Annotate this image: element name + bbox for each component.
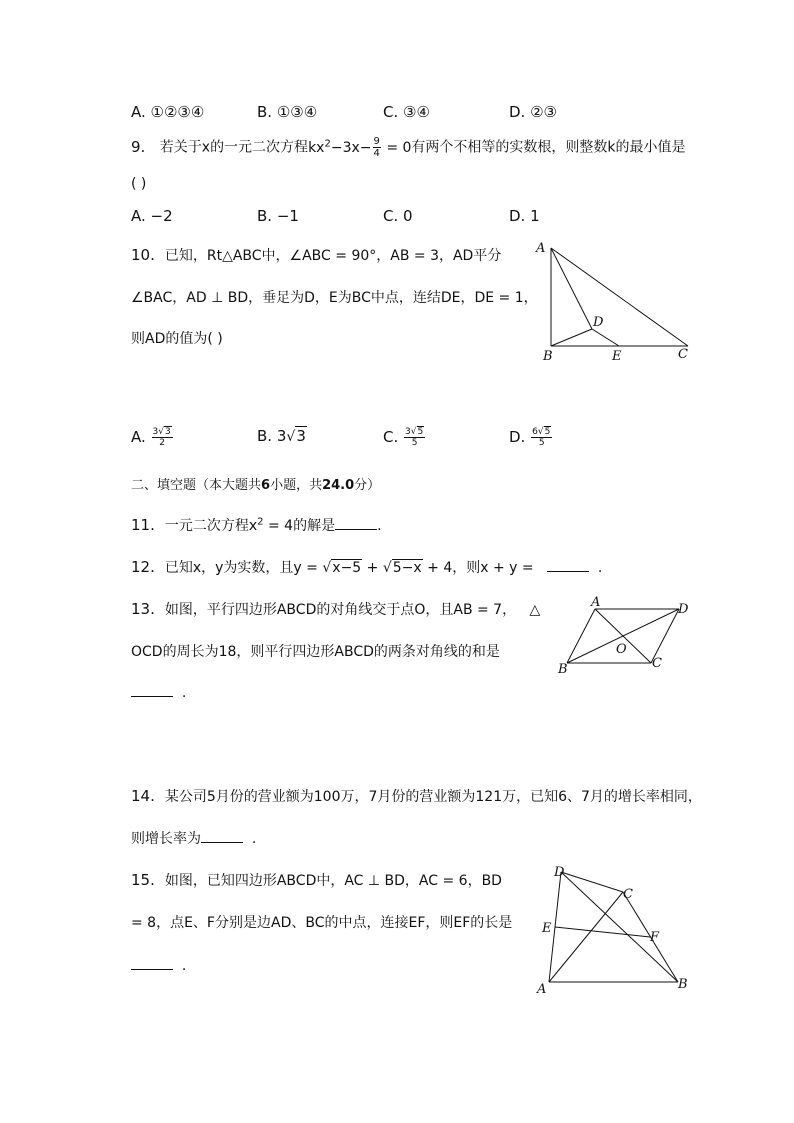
section-text: 小题，共 bbox=[270, 478, 323, 493]
q15-number: 15. bbox=[131, 871, 155, 889]
q11 bbox=[131, 515, 382, 535]
q12-plus: + bbox=[362, 560, 383, 576]
q13-label-d: D bbox=[678, 602, 689, 617]
q15-answer-blank[interactable] bbox=[131, 957, 173, 970]
q10-den: 5 bbox=[411, 438, 418, 448]
q13-line3 bbox=[131, 684, 186, 701]
q11-text: 一元二次方程 bbox=[164, 518, 249, 534]
q13-label-a: A bbox=[591, 595, 601, 610]
q10-text: 已知，Rt△ABC中，∠ABC = 90°，AB = 3，AD平分 bbox=[164, 248, 502, 264]
q9-options bbox=[131, 207, 635, 225]
q10-option-d-num: 6√5 bbox=[532, 427, 551, 437]
q13-line1 bbox=[131, 599, 540, 619]
q10-label-d: D bbox=[593, 315, 604, 330]
q10-seg-bd bbox=[551, 329, 592, 346]
q10-coef: 3 bbox=[405, 427, 411, 437]
q11-answer-blank[interactable] bbox=[335, 517, 377, 530]
q9-option-c: C. 0 bbox=[383, 207, 413, 225]
q14-end: . bbox=[251, 831, 257, 847]
q10-option-a-num: 3√3 bbox=[152, 427, 171, 437]
q15-label-e: E bbox=[542, 921, 552, 936]
q13-text: 如图，平行四边形ABCD的对角线交于点O，且AB = 7， bbox=[164, 602, 517, 618]
q11-number: 11. bbox=[131, 516, 155, 534]
q8-option-b: B. ①③④ bbox=[257, 103, 318, 121]
q12-radicand-1: x−5 bbox=[332, 560, 362, 576]
q9-eq-exponent: 2 bbox=[324, 137, 331, 149]
q9-number: 9. bbox=[131, 137, 146, 156]
q15-seg-ac bbox=[549, 892, 623, 982]
q10-number: 10. bbox=[131, 246, 155, 264]
q13-end: . bbox=[181, 685, 187, 701]
q10-option-letter: B. bbox=[257, 427, 273, 445]
q15-label-c: C bbox=[623, 887, 633, 902]
q10-option-c-frac bbox=[404, 427, 425, 448]
q15-label-d: D bbox=[554, 865, 565, 880]
q9-option-b: B. −1 bbox=[257, 207, 299, 225]
q9-paren: ( ) bbox=[131, 176, 147, 192]
q9-text: 若关于 bbox=[159, 139, 202, 156]
q10-seg-ac bbox=[551, 248, 688, 346]
q9-var-x: x bbox=[201, 139, 211, 156]
q14-line2 bbox=[131, 828, 256, 848]
q13-number: 13. bbox=[131, 600, 155, 618]
q9-var-k: k bbox=[607, 139, 616, 156]
q12-answer-blank[interactable] bbox=[547, 559, 589, 572]
q13-line2: OCD的周长为18，则平行四边形ABCD的两条对角线的和是 bbox=[131, 644, 500, 660]
section-score: 24.0 bbox=[322, 478, 355, 493]
q15-seg-dc bbox=[561, 872, 623, 892]
q15-line2: = 8，点E、F分别是边AD、BC的中点，连接EF，则EF的长是 bbox=[131, 915, 513, 931]
q10-radicand: 5 bbox=[417, 427, 424, 437]
q8-option-c: C. ③④ bbox=[383, 103, 430, 121]
q13-triangle-symbol: △ bbox=[529, 602, 541, 618]
q14-answer-blank[interactable] bbox=[201, 830, 243, 843]
section-count: 6 bbox=[261, 478, 271, 493]
q15-line1 bbox=[131, 870, 502, 890]
q10-label-b: B bbox=[543, 349, 553, 364]
q11-text: = 4的解是 bbox=[263, 518, 336, 534]
q10-coef: 3 bbox=[152, 427, 159, 437]
q12-end: . bbox=[597, 560, 603, 576]
q13-label-o: O bbox=[616, 642, 627, 657]
q9-option-a: A. −2 bbox=[131, 207, 173, 225]
q9-fraction bbox=[373, 136, 381, 159]
q15-line3 bbox=[131, 957, 186, 974]
q9-text: 的一元二次方程 bbox=[210, 139, 309, 156]
q10-option-c bbox=[383, 427, 509, 448]
q10-options bbox=[131, 427, 635, 448]
q13-seg-ab bbox=[567, 609, 595, 663]
q10-coef: 3 bbox=[276, 427, 287, 445]
q9-option-d: D. 1 bbox=[509, 207, 540, 225]
q10-den: 5 bbox=[538, 438, 545, 448]
q10-option-letter: A. bbox=[131, 428, 146, 446]
q10-label-e: E bbox=[612, 349, 622, 364]
q15-label-b: B bbox=[678, 977, 688, 992]
q12-number: 12. bbox=[131, 558, 155, 576]
q8-options bbox=[131, 103, 635, 121]
q14-number: 14. bbox=[131, 787, 155, 805]
q12-text: 已知x，y为实数，且y = bbox=[164, 560, 323, 576]
q10-line3: 则AD的值为( ) bbox=[131, 331, 223, 347]
q10-option-d-frac bbox=[531, 427, 552, 448]
q13-label-b: B bbox=[558, 662, 568, 677]
q14-line1 bbox=[131, 786, 702, 806]
q10-option-letter: C. bbox=[383, 428, 399, 446]
q10-figure bbox=[530, 236, 700, 366]
q8-option-d: D. ②③ bbox=[509, 103, 557, 121]
q10-option-a-frac bbox=[152, 427, 173, 448]
q10-line2: ∠BAC，AD ⊥ BD，垂足为D，E为BC中点，连结DE，DE = 1， bbox=[131, 290, 538, 306]
q10-label-c: C bbox=[678, 347, 688, 362]
q9-eq-part: −3x− bbox=[330, 139, 372, 156]
q13-seg-cd bbox=[651, 609, 679, 663]
q10-radicand: 3 bbox=[296, 427, 306, 445]
section-header bbox=[131, 474, 380, 493]
section-text: 分） bbox=[354, 478, 381, 493]
q10-line1 bbox=[131, 245, 501, 265]
q15-end: . bbox=[181, 958, 187, 974]
q9-eq-part: = 0 bbox=[381, 139, 412, 156]
q13-answer-blank[interactable] bbox=[131, 684, 173, 697]
q10-option-c-num: 3√5 bbox=[405, 427, 424, 437]
q15-label-a: A bbox=[537, 982, 547, 997]
q10-coef: 6 bbox=[532, 427, 538, 437]
q9-frac-num: 9 bbox=[373, 136, 380, 147]
q10-radicand: 3 bbox=[165, 427, 171, 437]
q10-label-a: A bbox=[536, 241, 546, 256]
q11-end: . bbox=[377, 518, 382, 534]
q10-radicand: 5 bbox=[544, 427, 551, 437]
q9-eq-part: kx bbox=[308, 139, 325, 156]
q13-label-c: C bbox=[652, 656, 662, 671]
q10-den: 2 bbox=[159, 438, 166, 448]
q14-text: 某公司5月份的营业额为100万，7月份的营业额为121万，已知6、7月的增长率相同， bbox=[164, 789, 702, 805]
q10-option-letter: D. bbox=[509, 428, 526, 446]
q10-option-b: B. 3√3 bbox=[257, 427, 306, 445]
q10-option-a bbox=[131, 427, 257, 448]
section-text: 二、填空题（本大题共 bbox=[131, 478, 262, 493]
q9-text: 有两个不相等的实数根，则整数 bbox=[411, 139, 608, 156]
q11-eq: x bbox=[248, 518, 258, 534]
q10-option-d bbox=[509, 427, 635, 448]
q9-frac-den: 4 bbox=[373, 148, 380, 159]
q9-equation bbox=[308, 136, 412, 159]
q9-text: 的最小值是 bbox=[615, 139, 686, 156]
q15-seg-db bbox=[561, 872, 678, 982]
q10-seg-ad bbox=[551, 248, 592, 329]
q15-label-f: F bbox=[650, 930, 660, 945]
q12: 12. 已知x，y为实数，且y = √x−5 + √5−x + 4，则x + y = . bbox=[131, 558, 603, 576]
q14-text: 则增长率为 bbox=[131, 831, 201, 847]
q15-figure bbox=[530, 860, 700, 1000]
q11-exponent: 2 bbox=[257, 516, 264, 528]
q10-seg-de bbox=[592, 329, 619, 346]
q8-option-a: A. ①②③④ bbox=[131, 103, 205, 121]
q12-text: + 4，则x + y = bbox=[422, 560, 539, 576]
q15-text: 如图，已知四边形ABCD中，AC ⊥ BD，AC = 6，BD bbox=[164, 873, 502, 889]
q9-stem bbox=[131, 136, 686, 159]
q13-figure bbox=[552, 592, 702, 682]
q15-seg-ef bbox=[555, 927, 650, 937]
q12-radicand-2: 5−x bbox=[392, 560, 422, 576]
